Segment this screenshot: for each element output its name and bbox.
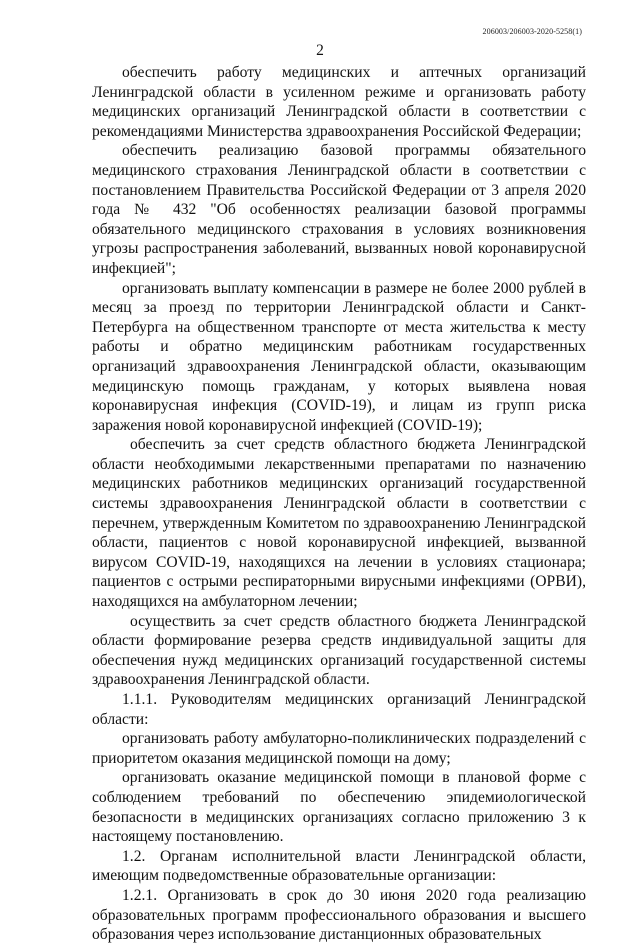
paragraph-outpatient: организовать работу амбулаторно-поликлинических подразделений с приоритетом оказания медицинской помощи на дому;	[92, 730, 586, 767]
paragraph-1-2-1: 1.2.1. Организовать в срок до 30 июня 2020 года реализацию образовательных программ профессионального образования и высшего образования через использование дистанционных образовательных	[92, 886, 586, 944]
paragraph-protective-reserve: осуществить за счет средств областного бюджета Ленинградской области формирование резерва средств индивидуальной защиты для обеспечения нужд медицинских организаций государственной системы здравоохранения Ленинградской области.	[92, 612, 586, 689]
paragraph-1-1-1: 1.1.1. Руководителям медицинских организаций Ленинградской области:	[92, 691, 586, 728]
paragraph-1-2: 1.2. Органам исполнительной власти Ленинградской области, имеющим подведомственные образовательные организации:	[92, 847, 586, 885]
paragraph-insurance-program: обеспечить реализацию базовой программы обязательного медицинского страхования Ленинградской области в соответствии с постановлением Правительства Российской Федерации от 3 апреля 2020 года № 432 "Об особенностях реализации базовой программы обязательного медицинского страхования в условиях возникновения угрозы распространения заболеваний, вызванных новой коронавирусной инфекцией";	[92, 142, 586, 277]
paragraph-transport-compensation: организовать выплату компенсации в размере не более 2000 рублей в месяц за проезд по территории Ленинградской области и Санкт-Петербурга на общественном транспорте от места жительства к месту работы и обратно медицинским работникам государственных организаций здравоохранения Ленинградской области, оказывающим медицинскую помощь гражданам, у которых выявлена новая коронавирусная инфекция (COVID-19), и лицам из групп риска заражения новой коронавирусной инфекцией (COVID-19);	[92, 279, 586, 434]
page-number: 2	[316, 42, 324, 59]
paragraph-medicines: обеспечить за счет средств областного бюджета Ленинградской области необходимыми лекарственными препаратами по назначению медицинских работников медицинских организаций государственной системы здравоохранения Ленинградской области в соответствии с перечнем, утвержденным Комитетом по здравоохранению Ленинградской области, пациентов с новой коронавирусной инфекцией, вызванной вирусом COVID-19, находящихся на лечении в условиях стационара; пациентов с острыми респираторными вирусными инфекциями (ОРВИ), находящихся на амбулаторном лечении;	[92, 436, 586, 611]
document-body	[92, 63, 586, 945]
paragraph-medical-work: обеспечить работу медицинских и аптечных организаций Ленинградской области в усиленном режиме и организовать работу медицинских организаций Ленинградской области в соответствии с рекомендациями Министерства здравоохранения Российской Федерации;	[92, 64, 586, 140]
document-id: 206003/206003-2020-5258(1)	[482, 27, 582, 36]
paragraph-planned-care: организовать оказание медицинской помощи в плановой форме с соблюдением требований по обеспечению эпидемиологической безопасности в медицинских организациях согласно приложению 3 к настоящему постановлению.	[92, 769, 586, 846]
